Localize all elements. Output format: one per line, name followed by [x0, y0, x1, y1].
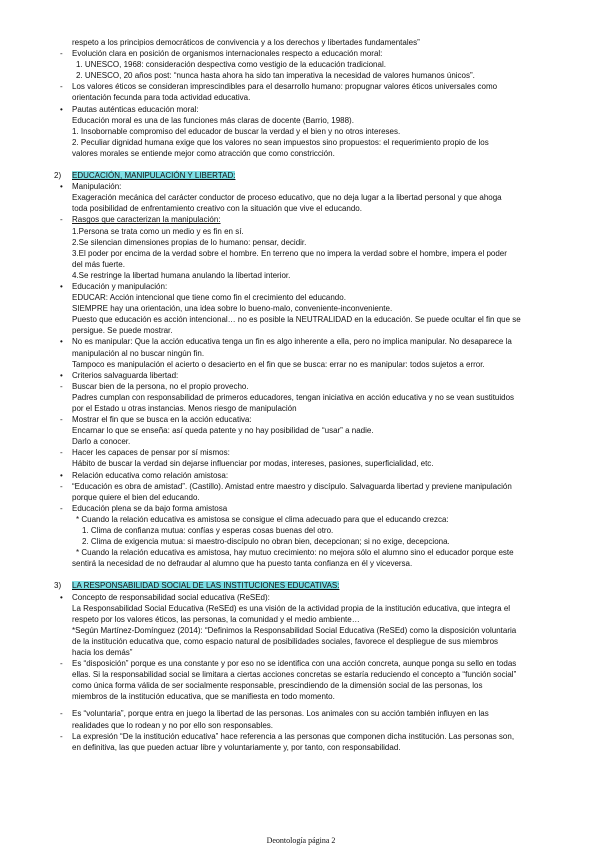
- line-text: Puesto que educación es acción intencional… no es posible la NEUTRALIDAD en la educación. Se puede ocultar el fin que se: [72, 315, 521, 325]
- line-text: de la institución educativa que, como espacio natural de posibilidades sociales, favorece el despliegue de sus miembros: [72, 636, 499, 646]
- dash-item: [58, 447, 558, 458]
- line-text: Buscar bien de la persona, no el propio provecho.: [72, 381, 249, 391]
- line-text: 2.Se silencian dimensiones propias de lo humano: pensar, decidir.: [72, 237, 307, 247]
- text-line: [58, 314, 558, 325]
- section-3-heading: [54, 580, 558, 591]
- dash-item: [58, 658, 558, 669]
- line-text: Darlo a conocer.: [72, 437, 131, 447]
- dash-item: [58, 731, 558, 742]
- line-text: * Cuando la relación educativa es amistosa se consigue el clima adecuado para que el educando crezca:: [76, 514, 449, 524]
- text-line: [58, 691, 558, 702]
- line-text: Educación y manipulación:: [72, 281, 168, 291]
- dash-item: [58, 481, 558, 492]
- line-text: respeto por los valores éticos, las personas, la comunidad y el medio ambiente…: [72, 614, 360, 624]
- text-line: [58, 669, 558, 680]
- line-text: Encarnar lo que se enseña: así queda patente y no hay posibilidad de “usar” a nadie.: [72, 426, 374, 436]
- line-text: Exageración mecánica del carácter conductor de proceso educativo, que no deja lugar a la libertad personal y que ahoga: [72, 193, 502, 203]
- text-line: [58, 458, 558, 469]
- line-text: persigue. Se puede mostrar.: [72, 326, 173, 336]
- line-text: Los valores éticos se consideran imprescindibles para el desarrollo humano: propugnar valores éticos universales como: [72, 82, 498, 92]
- bullet-item: [58, 281, 558, 292]
- text-line: [58, 70, 558, 81]
- text-line: [58, 59, 558, 70]
- text-line: [58, 226, 558, 237]
- line-text: Educación plena se da bajo forma amistosa: [72, 503, 228, 513]
- line-text: 1. Insobornable compromiso del educador de buscar la verdad y el bien y no otros intereses.: [72, 126, 401, 136]
- line-text: 1. Clima de confianza mutua: confías y esperas cosas buenas del otro.: [82, 526, 334, 536]
- section-3-body-continued: [58, 708, 558, 752]
- bullet-item: [58, 181, 558, 192]
- dash-item: [58, 381, 558, 392]
- line-text: como única forma válida de ser socialmente responsable, prescindiendo de la dimensión social de las personas, los: [72, 681, 483, 691]
- line-text: sentirá la necesidad de no defraudar al alumno que ha puesto tanta confianza en él y viceversa.: [72, 559, 413, 569]
- line-text: toda posibilidad de enfrentamiento creativo con la situación que vive el educando.: [72, 204, 362, 214]
- text-line: [58, 392, 558, 403]
- line-text: Concepto de responsabilidad social educativa (ReSEd):: [72, 592, 270, 602]
- text-line: [58, 403, 558, 414]
- line-text: 1. UNESCO, 1968: consideración despectiva como vestigio de la educación tradicional.: [76, 60, 386, 70]
- line-text: La Responsabilidad Social Educativa (ReSEd) es una visión de la actividad propia de la institución educativa, que integra el: [72, 603, 511, 613]
- text-line: [58, 492, 558, 503]
- section-2-heading: [54, 170, 558, 181]
- line-text: 2. Clima de exigencia mutua: si maestro-discípulo no obran bien, decepcionan; si no exige, decepciona.: [82, 537, 450, 547]
- line-text: *Según Martínez-Domínguez (2014): “Definimos la Responsabilidad Social Educativa (ReSEd) como la disposición voluntaria: [72, 625, 517, 635]
- section-title: LA RESPONSABILIDAD SOCIAL DE LAS INSTITUCIONES EDUCATIVAS:: [72, 581, 340, 591]
- section-2-body: [58, 181, 558, 569]
- dash-item: [58, 414, 558, 425]
- dash-item: [58, 48, 558, 59]
- line-text: 3.El poder por encima de la verdad sobre el hombre. En terreno que no impera la verdad sobre el hombre, impera el poder: [72, 248, 507, 258]
- line-text: Evolución clara en posición de organismos internacionales respecto a educación moral:: [72, 49, 383, 59]
- line-text: Manipulación:: [72, 182, 122, 192]
- line-text: EDUCAR: Acción intencional que tiene como fin el crecimiento del educando.: [72, 293, 346, 303]
- line-text: realidades que lo rodean y no por ello son responsables.: [72, 720, 274, 730]
- section-number: 3): [54, 581, 62, 591]
- dash-item: [58, 708, 558, 719]
- text-line: [58, 614, 558, 625]
- text-line: [58, 514, 558, 525]
- line-text: SIEMPRE hay una orientación, una idea sobre lo bueno-malo, conveniente-inconveniente.: [72, 304, 393, 314]
- bullet-item: [58, 104, 558, 115]
- line-text: miembros de la institución educativa, que se manifiesta en todo momento.: [72, 692, 335, 702]
- dash-item: [58, 503, 558, 514]
- document-body: [54, 37, 558, 753]
- line-text: Hábito de buscar la verdad sin dejarse influenciar por modas, intereses, pasiones, superficialidad, etc.: [72, 459, 434, 469]
- line-text: “Educación es obra de amistad”. (Castillo). Amistad entre maestro y discípulo. Salvaguarda libertad y previene manipulación: [72, 481, 512, 491]
- line-text: en definitiva, las que pueden actuar libre y voluntariamente y, por tanto, con responsabilidad.: [72, 742, 401, 752]
- text-line: [58, 92, 558, 103]
- line-text: hacia los demás”: [72, 647, 133, 657]
- text-line: [58, 270, 558, 281]
- text-line: [58, 742, 558, 753]
- line-text: La expresión “De la institución educativa” hace referencia a las personas que componen dicha institución. Las personas son,: [72, 731, 515, 741]
- line-text: 2. UNESCO, 20 años post: “nunca hasta ahora ha sido tan imperativa la necesidad de valores humanos únicos”.: [76, 71, 475, 81]
- line-text: * Cuando la relación educativa es amistosa, hay mutuo crecimiento: no mejora sólo el alumno sino el educador porque este: [76, 548, 514, 558]
- line-text: Es “voluntaria”, porque entra en juego la libertad de las personas. Los animales con su acción también influyen en las: [72, 709, 489, 719]
- line-text: por el Estado u otras instancias. Menos riesgo de manipulación: [72, 404, 297, 413]
- text-line: [58, 37, 558, 48]
- page-footer: Deontología página 2: [266, 836, 336, 845]
- text-line: [58, 348, 558, 359]
- text-line: [58, 303, 558, 314]
- dash-item: [58, 214, 558, 225]
- line-text: manipulación al no buscar ningún fin.: [72, 348, 205, 358]
- text-line: [58, 558, 558, 569]
- text-line: [58, 259, 558, 270]
- text-line: [58, 425, 558, 436]
- text-line: [58, 126, 558, 137]
- text-line: [58, 625, 558, 636]
- text-line: [58, 525, 558, 536]
- text-line: [58, 647, 558, 658]
- text-line: [58, 292, 558, 303]
- text-line: [58, 359, 558, 370]
- line-text: Padres cumplan con responsabilidad de primeros educadores, tengan iniciativa en acción educativa y no se vean sustituidos: [72, 392, 515, 402]
- line-text: Tampoco es manipulación el acierto o desacierto en el fin que se busca: errar no es manipular: todos sujetos a error.: [72, 359, 485, 369]
- text-line: [58, 115, 558, 126]
- bullet-item: [58, 336, 558, 347]
- text-line: [58, 536, 558, 547]
- line-text: Pautas auténticas educación moral:: [72, 104, 199, 114]
- text-line: [58, 547, 558, 558]
- line-text: Hacer les capaces de pensar por sí mismos:: [72, 448, 230, 458]
- line-text: Criterios salvaguarda libertad:: [72, 370, 179, 380]
- text-line: [58, 203, 558, 214]
- line-text: respeto a los principios democráticos de convivencia y a los derechos y libertades fundamentales”: [72, 38, 420, 47]
- section-3-body: [58, 592, 558, 703]
- line-text: No es manipular: Que la acción educativa tenga un fin es algo inherente a ella, pero no implica manipular. No desaparece la: [72, 337, 512, 347]
- section-title: EDUCACIÓN, MANIPULACIÓN Y LIBERTAD:: [72, 171, 236, 181]
- line-text: orientación fecunda para toda actividad educativa.: [72, 93, 251, 103]
- text-line: [58, 680, 558, 691]
- bullet-item: [58, 370, 558, 381]
- line-text: 2. Peculiar dignidad humana exige que los valores no sean impuestos sino propuestos: el requerimiento propio de los: [72, 137, 489, 147]
- text-line: [58, 636, 558, 647]
- line-text: del más fuerte.: [72, 259, 125, 269]
- text-line: [58, 192, 558, 203]
- text-line: [58, 325, 558, 336]
- text-line: [58, 720, 558, 731]
- text-line: [58, 148, 558, 159]
- line-text: Rasgos que caracterizan la manipulación:: [72, 215, 221, 225]
- text-line: [58, 603, 558, 614]
- section-number: 2): [54, 171, 62, 181]
- line-text: Es “disposición” porque es una constante y por eso no se identifica con una acción concreta, aunque ponga su sello en todas: [72, 659, 517, 669]
- line-text: 1.Persona se trata como un medio y es fin en sí.: [72, 226, 244, 236]
- line-text: 4.Se restringe la libertad humana anulando la libertad interior.: [72, 270, 291, 280]
- line-text: porque quiere el bien del educando.: [72, 492, 200, 502]
- text-line: [58, 237, 558, 248]
- line-text: Relación educativa como relación amistosa:: [72, 470, 229, 480]
- dash-item: [58, 81, 558, 92]
- line-text: Mostrar el fin que se busca en la acción educativa:: [72, 415, 252, 425]
- bullet-item: [58, 592, 558, 603]
- line-text: ellas. Si la responsabilidad social se limitara a ciertas acciones concretas se estaría reduciendo el concepto a “función social”: [72, 670, 517, 680]
- bullet-item: [58, 470, 558, 481]
- text-line: [58, 137, 558, 148]
- line-text: Educación moral es una de las funciones más claras de docente (Barrio, 1988).: [72, 115, 354, 125]
- text-line: [58, 436, 558, 447]
- line-text: valores morales se entiende mejor como atracción que como constricción.: [72, 148, 335, 158]
- intro-block: [58, 37, 558, 159]
- text-line: [58, 248, 558, 259]
